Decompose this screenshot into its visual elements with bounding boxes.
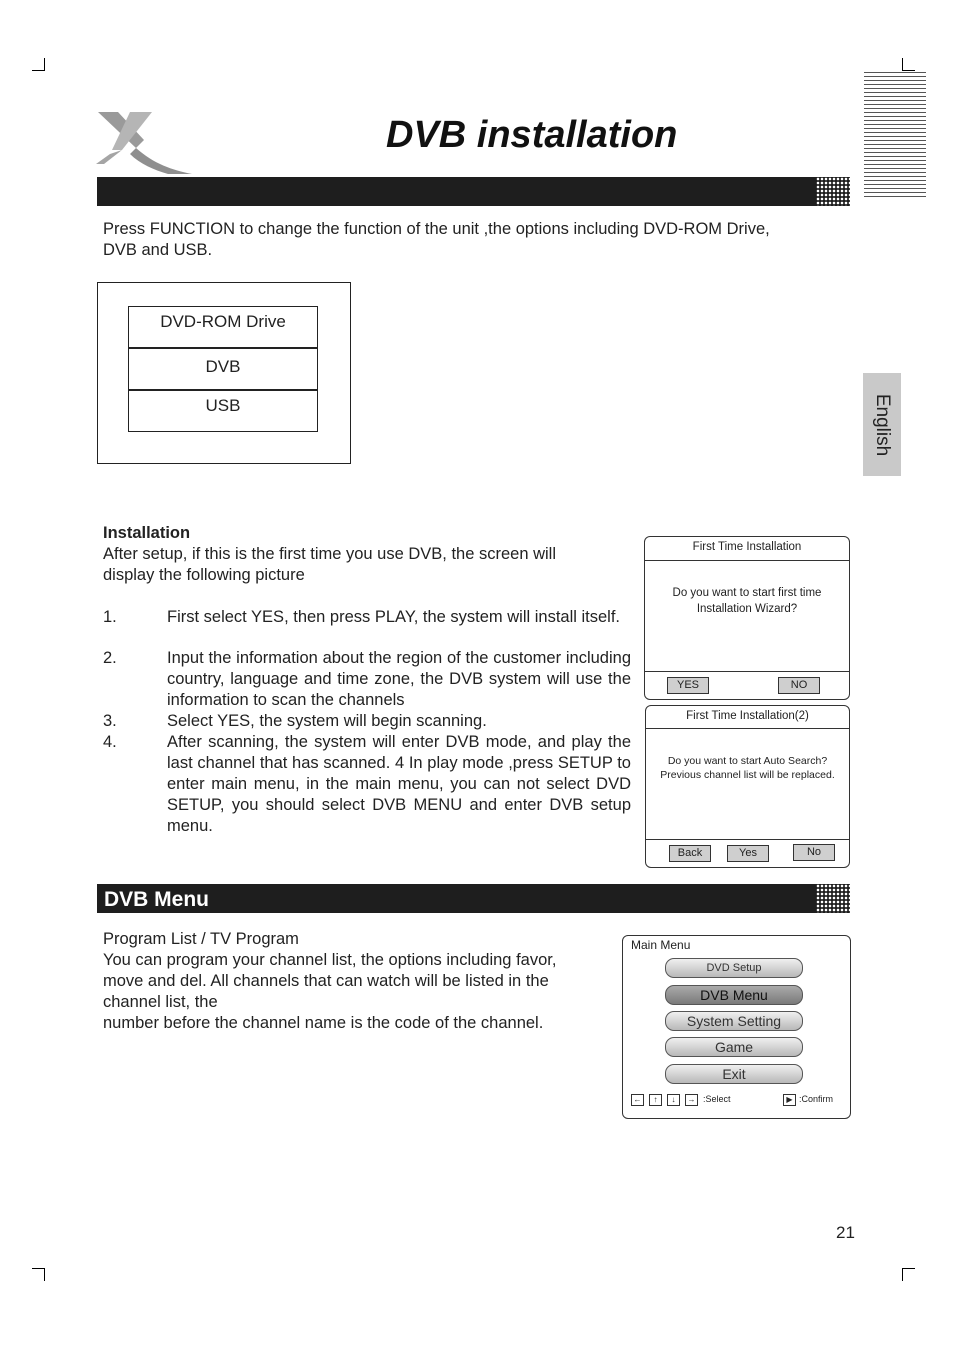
list-item-text: Select YES, the system will begin scanning. [167, 712, 487, 730]
decorative-stripes [864, 72, 926, 200]
intro-line-2: DVB and USB. [103, 241, 213, 259]
no-button[interactable]: NO [778, 677, 820, 694]
list-item-number: 2. [103, 649, 117, 667]
dvb-menu-line: number before the channel name is the code of the channel. [103, 1014, 544, 1032]
list-item-number: 1. [103, 608, 117, 626]
intro-paragraph [103, 219, 853, 261]
band-dot-pattern [816, 884, 850, 913]
function-option-dvd-rom: DVD-ROM Drive [128, 306, 318, 348]
dialog-message [646, 754, 849, 782]
installation-para-line-2: display the following picture [103, 566, 305, 584]
header-band [97, 177, 850, 206]
menu-item-system-setting[interactable]: System Setting [665, 1011, 803, 1031]
confirm-hint: :Confirm [799, 1094, 834, 1104]
dialog-divider [645, 560, 849, 561]
select-hint: :Select [703, 1094, 731, 1104]
dvb-menu-line: Program List / TV Program [103, 930, 299, 948]
installation-para-line-1: After setup, if this is the first time you use DVB, the screen will [103, 545, 557, 563]
main-menu-label: Main Menu [631, 938, 691, 952]
back-button[interactable]: Back [669, 845, 711, 862]
play-icon: ▶ [783, 1094, 796, 1106]
dvb-menu-line: You can program your channel list, the options including favor, [103, 951, 557, 969]
dialog-divider [646, 728, 849, 729]
page-number: 21 [836, 1223, 855, 1242]
dialog-divider [645, 671, 849, 672]
no-button[interactable]: No [793, 844, 835, 861]
arrow-down-icon: ↓ [667, 1094, 680, 1106]
list-item-text: First select YES, then press PLAY, the system will install itself. [167, 608, 621, 626]
menu-item-game[interactable]: Game [665, 1037, 803, 1057]
crop-mark-bottom-left [32, 1268, 45, 1281]
dialog-divider [646, 839, 849, 840]
dialog-message-line-1: Do you want to start Auto Search? [667, 755, 828, 767]
menu-item-dvd-setup[interactable]: DVD Setup [665, 958, 803, 978]
language-tab [863, 373, 901, 476]
dialog-message-line-2: Installation Wizard? [696, 603, 798, 615]
arrow-left-icon: ← [631, 1094, 644, 1106]
language-tab-label: English [872, 393, 893, 456]
menu-item-exit[interactable]: Exit [665, 1064, 803, 1084]
crop-mark-top-left [32, 58, 45, 71]
yes-button[interactable]: YES [667, 677, 709, 694]
dialog-message-line-2: Previous channel list will be replaced. [660, 769, 835, 781]
arrow-up-icon: ↑ [649, 1094, 662, 1106]
crop-mark-top-right [902, 58, 915, 71]
list-item-number: 3. [103, 712, 117, 730]
arrow-right-icon: → [685, 1094, 698, 1106]
list-item-number: 4. [103, 733, 117, 751]
dvb-menu-heading: DVB Menu [104, 888, 209, 911]
brand-logo-icon [96, 110, 194, 176]
menu-item-dvb-menu[interactable]: DVB Menu [665, 985, 803, 1005]
dialog-title: First Time Installation(2) [686, 710, 809, 722]
band-dot-pattern [816, 177, 850, 206]
first-time-installation-dialog [644, 536, 850, 700]
intro-line-1: Press FUNCTION to change the function of the unit ,the options including DVD-ROM Drive, [103, 220, 770, 238]
list-item-text: Input the information about the region of the customer including country, language and time zone, the DVB system will use the information to scan the channels [167, 649, 631, 709]
dialog-message-line-1: Do you want to start first time [672, 587, 822, 599]
installation-section [103, 523, 633, 586]
dvb-menu-line: move and del. All channels that can watch will be listed in the [103, 972, 549, 990]
dvb-menu-line: channel list, the [103, 993, 218, 1011]
yes-button[interactable]: Yes [727, 845, 769, 862]
dialog-message [645, 585, 849, 617]
page-title: DVB installation [386, 114, 678, 156]
main-menu-dialog [622, 935, 851, 1119]
dvb-menu-paragraph [103, 929, 618, 1034]
dialog-title: First Time Installation [692, 541, 802, 553]
list-item-text: After scanning, the system will enter DVB mode, and play the last channel that has scanned. 4 In play mode ,press SETUP to enter main menu, in the main menu, you can not select DVD SETUP, you should select DVB MENU and enter DVB setup menu. [167, 733, 631, 835]
crop-mark-bottom-right [902, 1268, 915, 1281]
first-time-installation-2-dialog [645, 705, 850, 868]
function-option-usb: USB [128, 390, 318, 432]
function-option-dvb: DVB [128, 348, 318, 390]
dvb-menu-band [97, 884, 850, 913]
installation-heading: Installation [103, 524, 191, 542]
